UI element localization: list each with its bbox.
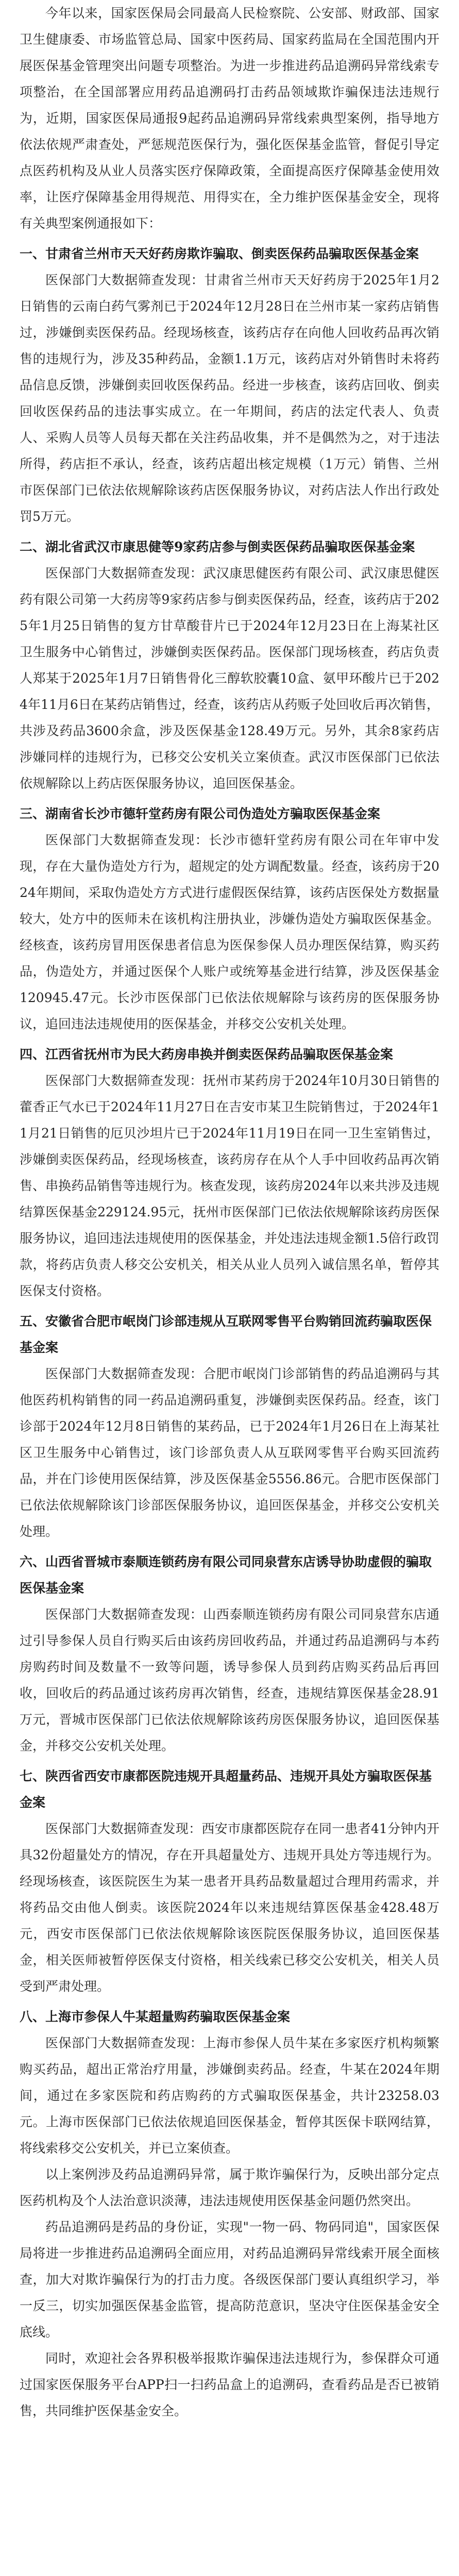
intro-paragraph: 今年以来，国家医保局会同最高人民检察院、公安部、财政部、国家卫生健康委、市场监管总局、国家中医药局、国家药监局在全国范围内开展医保基金管理突出问题专项整治。为进一步推进药品追溯码异常线索专项整治，在全国部署应用药品追溯码打击药品领域欺诈骗保违法违规行为，近期，国家医保局通报9起药品追溯码异常线索典型案例，指导地方依法依规严肃查处，严惩规范医保行为，强化医保基金监管，督促引导定点医药机构及从业人员落实医疗保障政策，全面提高医疗保障基金使用效率，让医疗保障基金用得规范、用得实在，全力维护医保基金安全，现将有关典型案例通报如下： bbox=[20, 6, 439, 231]
case-heading-4: 四、江西省抚州市为民大药房串换并倒卖医保药品骗取医保基金案 bbox=[20, 1047, 394, 1062]
case-6-paragraph: 医保部门大数据筛查发现：山西泰顺连锁药房有限公司同泉营东店通过引导参保人员自行购买后由该药房回收药品，并通过药品追溯码与本药房购药时间及数量不一致等问题，诱导参保人员到药店购买药品后再回收，回收后的药品通过该药房再次销售，经查，违规结算医保基金28.91万元，晋城市医保部门已依法依规解除该药房医保服务协议，追回医保基金，并移交公安机关处理。 bbox=[20, 1607, 439, 1753]
case-1-paragraph: 医保部门大数据筛查发现：甘肃省兰州市天天好药房于2025年1月2日销售的云南白药气雾剂已于2024年12月28日在兰州市某一家药店销售过，涉嫌倒卖医保药品。经现场核查，该药店存在向他人回收药品再次销售的违规行为，涉及35种药品，金额1.1万元，该药店对外销售时未将药品信息反馈，涉嫌倒卖回收医保药品。经进一步核查，该药店回收、倒卖回收医保药品的违法事实成立。在一年期间，药店的法定代表人、负责人、采购人员等人员每天都在关注药品收集，并不是偶然为之，对于违法所得，药店拒不承认，经查，该药店超出核定规模（1万元）销售、兰州市医保部门已依法依规解除该药店医保服务协议，对药店法人作出行政处罚5万元。 bbox=[20, 273, 439, 524]
case-8-paragraph: 医保部门大数据筛查发现：上海市参保人员牛某在多家医疗机构频繁购买药品，超出正常治疗用量，涉嫌倒卖药品。经查，牛某在2024年期间，通过在多家医院和药店购药的方式骗取医保基金，共计23258.03元。上海市医保部门已依法依规追回医保基金，暂停其医保卡联网结算，将线索移交公安机关，并已立案侦查。 bbox=[20, 2036, 439, 2156]
case-3-paragraph: 医保部门大数据筛查发现：长沙市德轩堂药房有限公司在年审中发现，存在大量伪造处方行为，超规定的处方调配数量。经查，该药房于2024年期间，采取伪造处方方式进行虚假医保结算，该药店医保处方数据量较大，处方中的医师未在该机构注册执业，涉嫌伪造处方骗取医保基金。经核查，该药房冒用医保患者信息为医保参保人员办理医保结算，购买药品，伪造处方，并通过医保个人账户或统筹基金进行结算，涉及医保基金120945.47元。长沙市医保部门已依法依规解除与该药房的医保服务协议，追回违法违规使用的医保基金，并移交公安机关处理。 bbox=[20, 833, 439, 1031]
case-7-paragraph: 医保部门大数据筛查发现：西安市康都医院存在同一患者41分钟内开具32份超量处方的情况，存在开具超量处方、违规开具处方等违规行为。经现场核查，该医院医生为某一患者开具药品数量超过合理用药需求，并将药品交由他人倒卖。该医院2024年以来违规结算医保基金428.48万元，西安市医保部门已依法依规解除该医院医保服务协议，追回医保基金，相关医师被暂停医保支付资格，相关线索已移交公安机关，相关人员受到严肃处理。 bbox=[20, 1821, 439, 1994]
case-4-paragraph: 医保部门大数据筛查发现：抚州市某药房于2024年10月30日销售的藿香正气水已于2024年11月27日在吉安市某卫生院销售过，于2024年11月21日销售的厄贝沙坦片已于2024年11月19日在同一卫生室销售过，涉嫌倒卖医保药品，经现场核查，该药房存在从个人手中回收药品再次销售、串换药品销售等违规行为。核查发现，该药房2024年以来共涉及违规结算医保基金229124.95元，抚州市医保部门已依法依规解除该药房医保服务协议，追回违法违规使用的医保基金，并处违法违规金额1.5倍行政罚款，将药店负责人移交公安机关，相关从业人员列入诚信黑名单，暂停其医保支付资格。 bbox=[20, 1073, 439, 1298]
case-heading-6: 六、山西省晋城市泰顺连锁药房有限公司同泉营东店诱导协助虚假的骗取医保基金案 bbox=[20, 1554, 432, 1596]
case-5-paragraph: 医保部门大数据筛查发现：合肥市岷岗门诊部销售的药品追溯码与其他医药机构销售的同一药品追溯码重复，涉嫌倒卖医保药品。经查，该门诊部于2024年12月8日销售的某药品，已于2024年1月26日在上海某社区卫生服务中心销售过，该门诊部负责人从互联网零售平台购买回流药品，并在门诊使用医保结算，涉及医保基金5556.86元。合肥市医保部门已依法依规解除该门诊部医保服务协议，追回医保基金，并移交公安机关处理。 bbox=[20, 1366, 439, 1539]
closing-paragraph-3: 同时，欢迎社会各界积极举报欺诈骗保违法违规行为，参保群众可通过国家医保服务平台APP扫一扫药品盒上的追溯码，查看药品是否已被销售，共同维护医保基金安全。 bbox=[20, 2351, 439, 2418]
closing-paragraph-1: 以上案例涉及药品追溯码异常，属于欺诈骗保行为，反映出部分定点医药机构及个人法治意识淡薄，违法违规使用医保基金问题仍然突出。 bbox=[20, 2167, 439, 2208]
closing-paragraph-2: 药品追溯码是药品的身份证，实现"一物一码、物码同追"，国家医保局将进一步推进药品追溯码全面应用，对药品追溯码异常线索开展全面核查，加大对欺诈骗保行为的打击力度。各级医保部门要认真组织学习，举一反三，切实加强医保基金监管，提高防范意识，坚决守住医保基金安全底线。 bbox=[20, 2219, 439, 2340]
case-heading-2: 二、湖北省武汉市康思健等9家药店参与倒卖医保药品骗取医保基金案 bbox=[20, 539, 415, 554]
case-heading-5: 五、安徽省合肥市岷岗门诊部违规从互联网零售平台购销回流药骗取医保基金案 bbox=[20, 1314, 432, 1355]
case-heading-7: 七、陕西省西安市康都医院违规开具超量药品、违规开具处方骗取医保基金案 bbox=[20, 1769, 432, 1810]
case-heading-8: 八、上海市参保人牛某超量购药骗取医保基金案 bbox=[20, 2009, 291, 2024]
case-2-paragraph: 医保部门大数据筛查发现：武汉康思健医药有限公司、武汉康思健医药有限公司第一大药房等9家药店参与倒卖医保药品，经查，该药店于2025年1月25日销售的复方甘草酸苷片已于2024年12月23日在上海某社区卫生服务中心销售过，涉嫌倒卖医保药品。医保部门现场核查，药店负责人郑某于2025年1月7日销售骨化三醇软胶囊10盒、氨甲环酸片已于2024年11月6日在某药店销售过，经查，该药店从药贩子处回收后再次销售，共涉及药品3600余盒，涉及医保基金128.49万元。另外，其余8家药店涉嫌同样的违规行为，已移交公安机关立案侦查。武汉市医保部门已依法依规解除以上药店医保服务协议，追回医保基金。 bbox=[20, 566, 439, 791]
case-heading-1: 一、甘肃省兰州市天天好药房欺诈骗取、倒卖医保药品骗取医保基金案 bbox=[20, 246, 419, 261]
case-heading-3: 三、湖南省长沙市德轩堂药房有限公司伪造处方骗取医保基金案 bbox=[20, 806, 381, 821]
